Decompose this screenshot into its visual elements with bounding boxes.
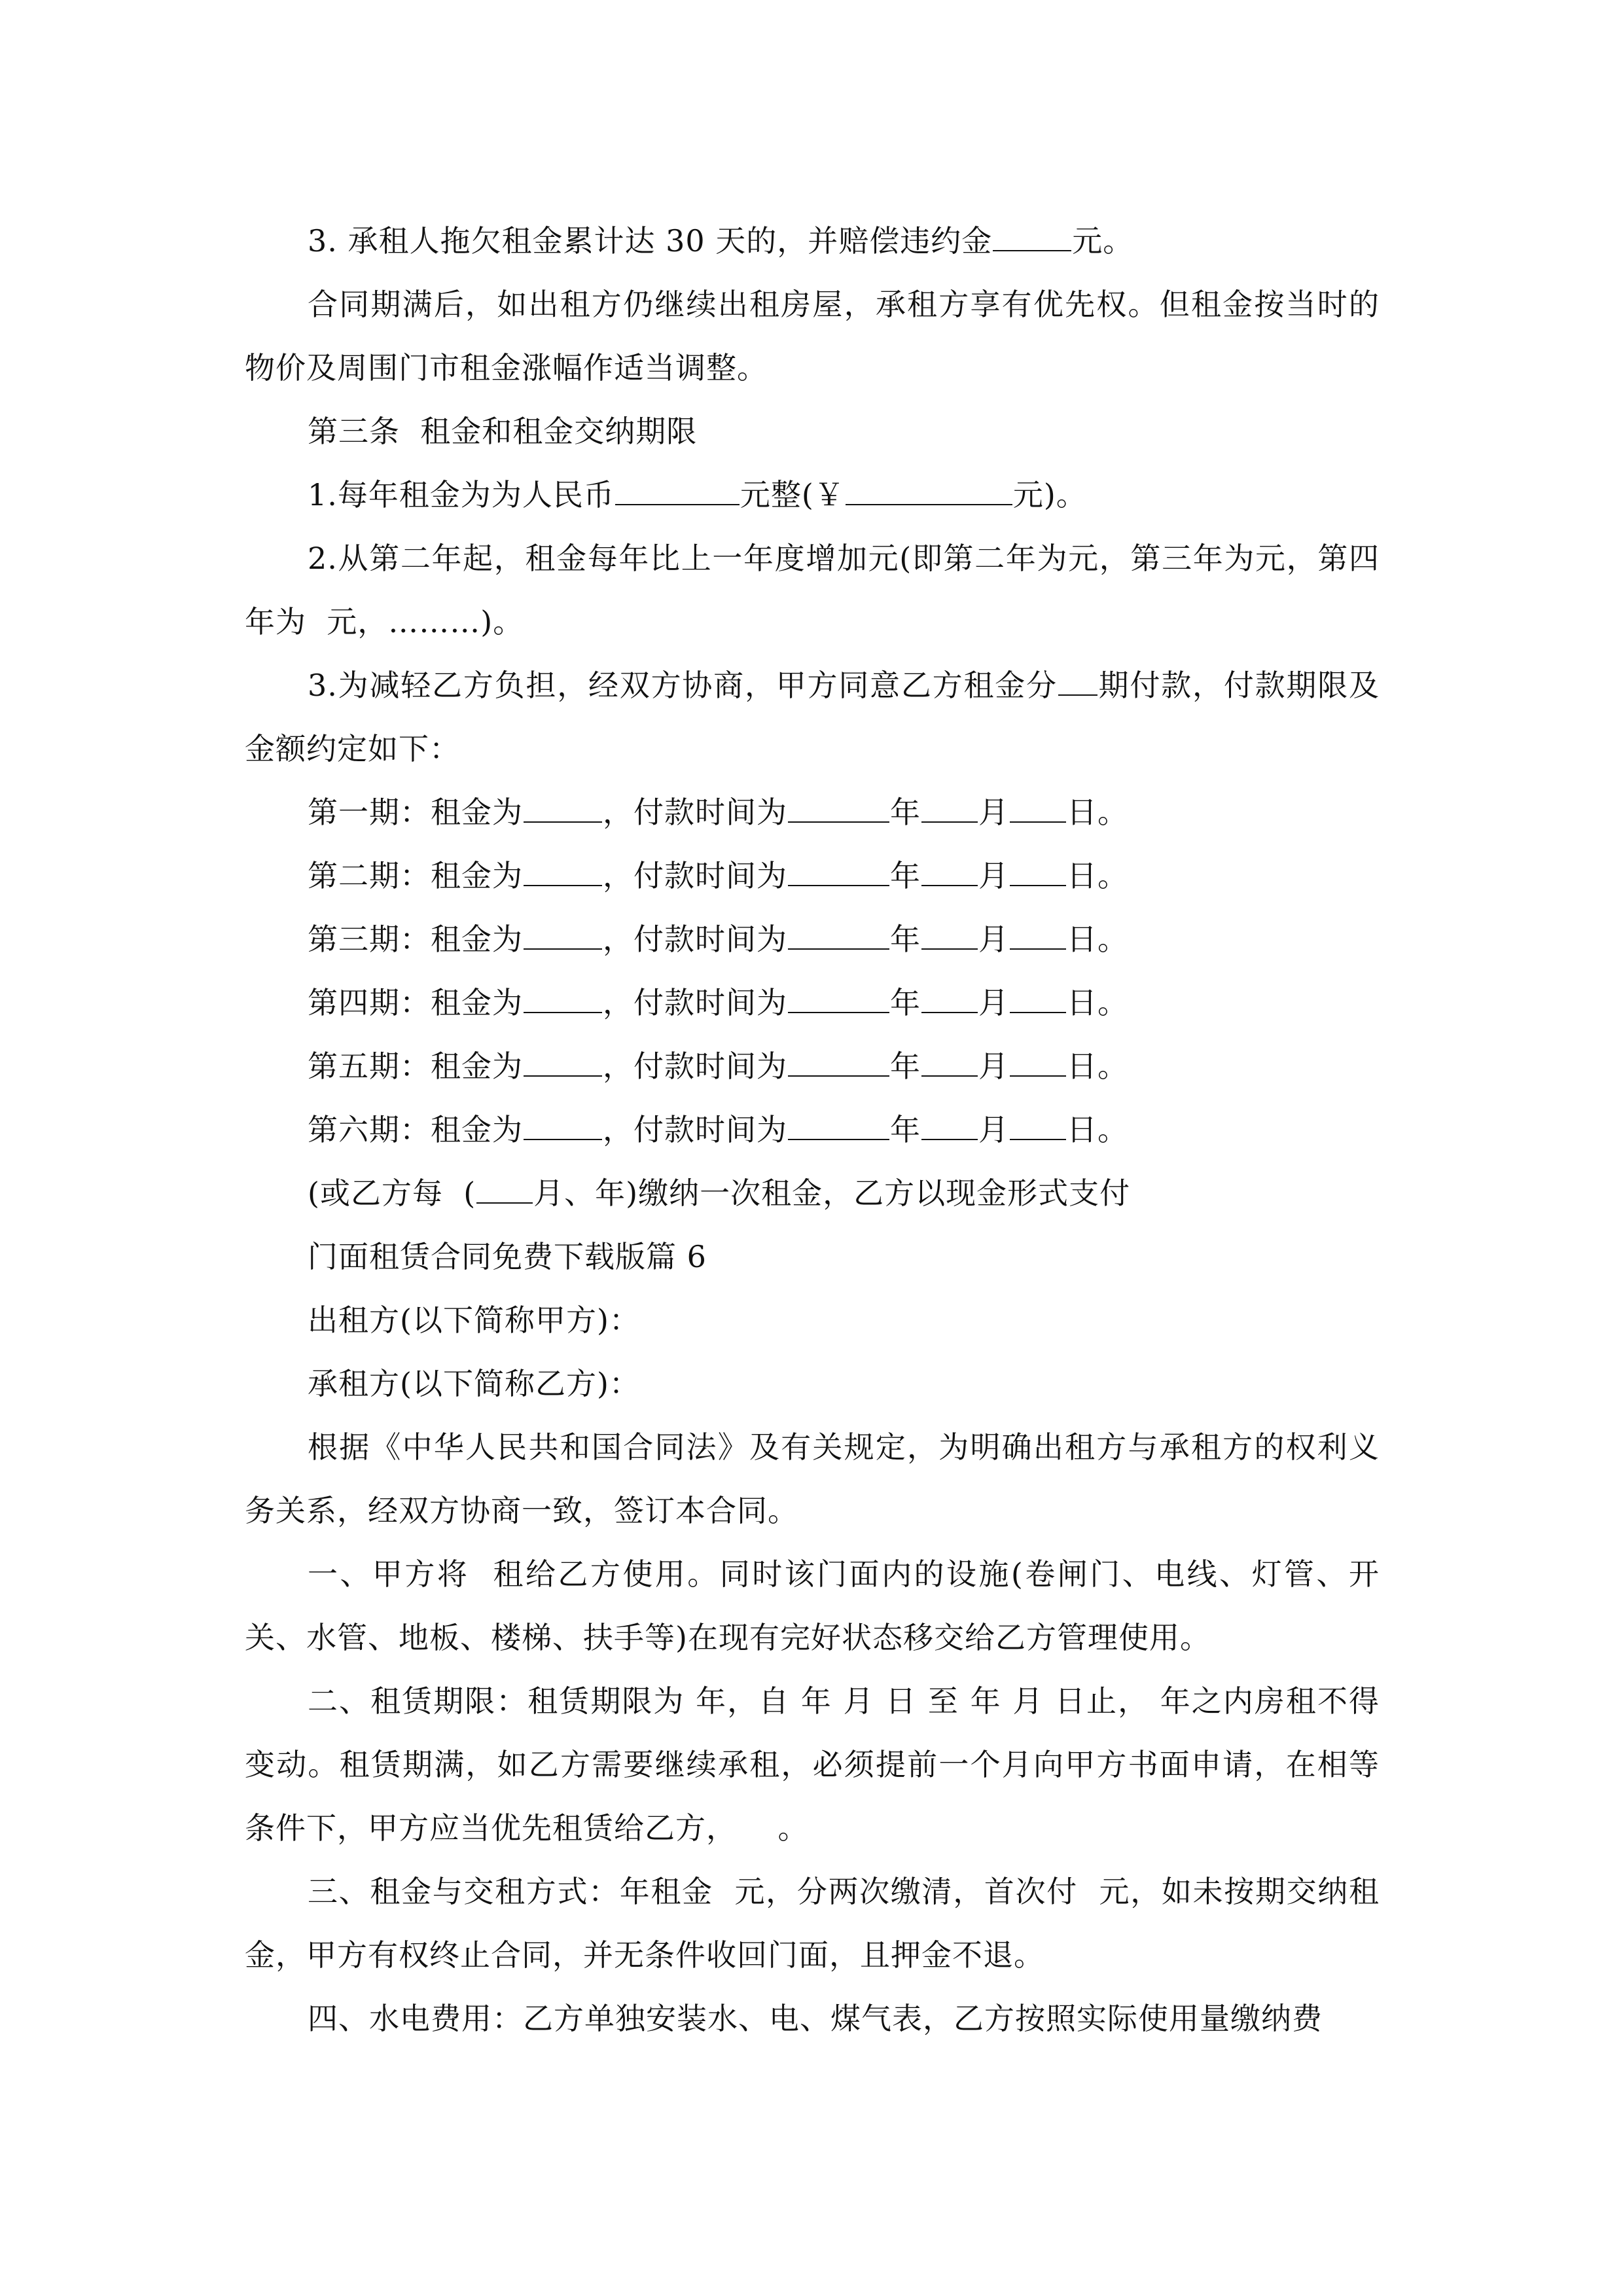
blank-amount <box>524 1045 602 1077</box>
paragraph-annual-rent <box>245 463 1380 527</box>
blank-year <box>788 855 889 886</box>
section-title: 门面租赁合同免费下载版篇 6 <box>308 1239 707 1274</box>
text: 日。 <box>1067 1049 1128 1084</box>
text: 日。 <box>1067 1112 1128 1147</box>
text: 元整(￥ <box>740 477 845 512</box>
paragraph-preamble: 根据《中华人民共和国合同法》及有关规定，为明确出租方与承租方的权利义务关系，经双方协商一致，签订本合同。 <box>245 1429 1380 1528</box>
text: 月 <box>978 1049 1009 1084</box>
blank-day <box>1010 1045 1066 1077</box>
text: (或乙方每 ( <box>308 1175 476 1211</box>
text: ，付款时间为 <box>603 1112 787 1147</box>
text: 月 <box>978 1112 1009 1147</box>
blank-penalty-amount <box>993 220 1071 251</box>
blank-year <box>788 1045 889 1077</box>
blank-amount <box>524 791 602 823</box>
text: 年 <box>890 922 921 957</box>
installment-row <box>245 844 1380 908</box>
blank-month <box>921 918 978 950</box>
paragraph-payment-cycle <box>245 1162 1380 1225</box>
text: 月 <box>978 858 1009 893</box>
text: 日。 <box>1067 795 1128 830</box>
text: 年 <box>890 985 921 1020</box>
text: ，付款时间为 <box>603 922 787 957</box>
blank-day <box>1010 918 1066 950</box>
clause-three: 三、租金与交租方式：年租金 元，分两次缴清，首次付 元，如未按期交纳租金，甲方有权终止合同，并无条件收回门面，且押金不退。 <box>245 1874 1380 1973</box>
paragraph-rent-increase: 2.从第二年起，租金每年比上一年度增加元(即第二年为元，第三年为元，第四年为 元，………)。 <box>245 541 1380 639</box>
blank-month <box>921 1109 978 1140</box>
text: 第五期：租金为 <box>308 1049 523 1084</box>
blank-amount <box>524 982 602 1013</box>
blank-year <box>788 918 889 950</box>
paragraph-installments <box>245 654 1380 781</box>
text: 第一期：租金为 <box>308 795 523 830</box>
blank-amount <box>524 855 602 886</box>
blank-day <box>1010 791 1066 823</box>
party-b-line: 承租方(以下简称乙方)： <box>308 1366 640 1401</box>
text: 第二期：租金为 <box>308 858 523 893</box>
blank-installment-count <box>1058 664 1097 696</box>
paragraph-renewal: 合同期满后，如出租方仍继续出租房屋，承租方享有优先权。但租金按当时的物价及周围门市租金涨幅作适当调整。 <box>245 287 1380 386</box>
clause-one: 一、甲方将 租给乙方使用。同时该门面内的设施(卷闸门、电线、灯管、开关、水管、地板、楼梯、扶手等)在现有完好状态移交给乙方管理使用。 <box>245 1556 1380 1655</box>
party-a-line: 出租方(以下简称甲方)： <box>308 1302 640 1338</box>
text: 元)。 <box>1012 477 1087 512</box>
text: 月 <box>978 985 1009 1020</box>
blank-day <box>1010 855 1066 886</box>
clause-two: 二、租赁期限：租赁期限为 年，自 年 月 日 至 年 月 日止， 年之内房租不得变动。租赁期满，如乙方需要继续承租，必须提前一个月向甲方书面申请，在相等条件下，甲方应当优先租赁给乙方， 。 <box>245 1683 1380 1846</box>
blank-year <box>788 1109 889 1140</box>
installment-row <box>245 908 1380 971</box>
blank-month <box>921 791 978 823</box>
installment-list <box>245 781 1380 1162</box>
text: ，付款时间为 <box>603 985 787 1020</box>
installment-row <box>245 971 1380 1035</box>
blank-cycle <box>476 1172 533 1204</box>
text: 第六期：租金为 <box>308 1112 523 1147</box>
text: 月、年)缴纳一次租金，乙方以现金形式支付 <box>533 1175 1131 1211</box>
blank-amount <box>524 918 602 950</box>
document-body <box>245 209 1380 2051</box>
blank-month <box>921 1045 978 1077</box>
text: 元。 <box>1072 223 1134 259</box>
text: 3. 承租人拖欠租金累计达 30 天的，并赔偿违约金 <box>308 223 993 259</box>
blank-rent-number <box>846 474 1012 505</box>
text: 1.每年租金为为人民币 <box>308 477 615 512</box>
text: 月 <box>978 922 1009 957</box>
text: 期付款，付款期限及金额约定如下： <box>245 668 1380 766</box>
text: ，付款时间为 <box>603 1049 787 1084</box>
text: 第四期：租金为 <box>308 985 523 1020</box>
paragraph-penalty <box>245 209 1380 273</box>
text: 日。 <box>1067 922 1128 957</box>
text: 日。 <box>1067 985 1128 1020</box>
blank-year <box>788 791 889 823</box>
installment-row <box>245 1098 1380 1162</box>
text: ，付款时间为 <box>603 858 787 893</box>
blank-day <box>1010 982 1066 1013</box>
clause-four: 四、水电费用：乙方单独安装水、电、煤气表，乙方按照实际使用量缴纳费 <box>308 2001 1323 2036</box>
text: 年 <box>890 858 921 893</box>
installment-row <box>245 781 1380 844</box>
text: 第三期：租金为 <box>308 922 523 957</box>
text: 日。 <box>1067 858 1128 893</box>
article-three-heading: 第三条 租金和租金交纳期限 <box>308 414 698 449</box>
blank-amount <box>524 1109 602 1140</box>
text: ，付款时间为 <box>603 795 787 830</box>
installment-row <box>245 1035 1380 1098</box>
text: 年 <box>890 795 921 830</box>
blank-year <box>788 982 889 1013</box>
text: 月 <box>978 795 1009 830</box>
text: 3.为减轻乙方负担，经双方协商，甲方同意乙方租金分 <box>308 668 1058 703</box>
blank-rent-words <box>615 474 740 505</box>
text: 年 <box>890 1049 921 1084</box>
blank-month <box>921 855 978 886</box>
text: 年 <box>890 1112 921 1147</box>
blank-month <box>921 982 978 1013</box>
blank-day <box>1010 1109 1066 1140</box>
